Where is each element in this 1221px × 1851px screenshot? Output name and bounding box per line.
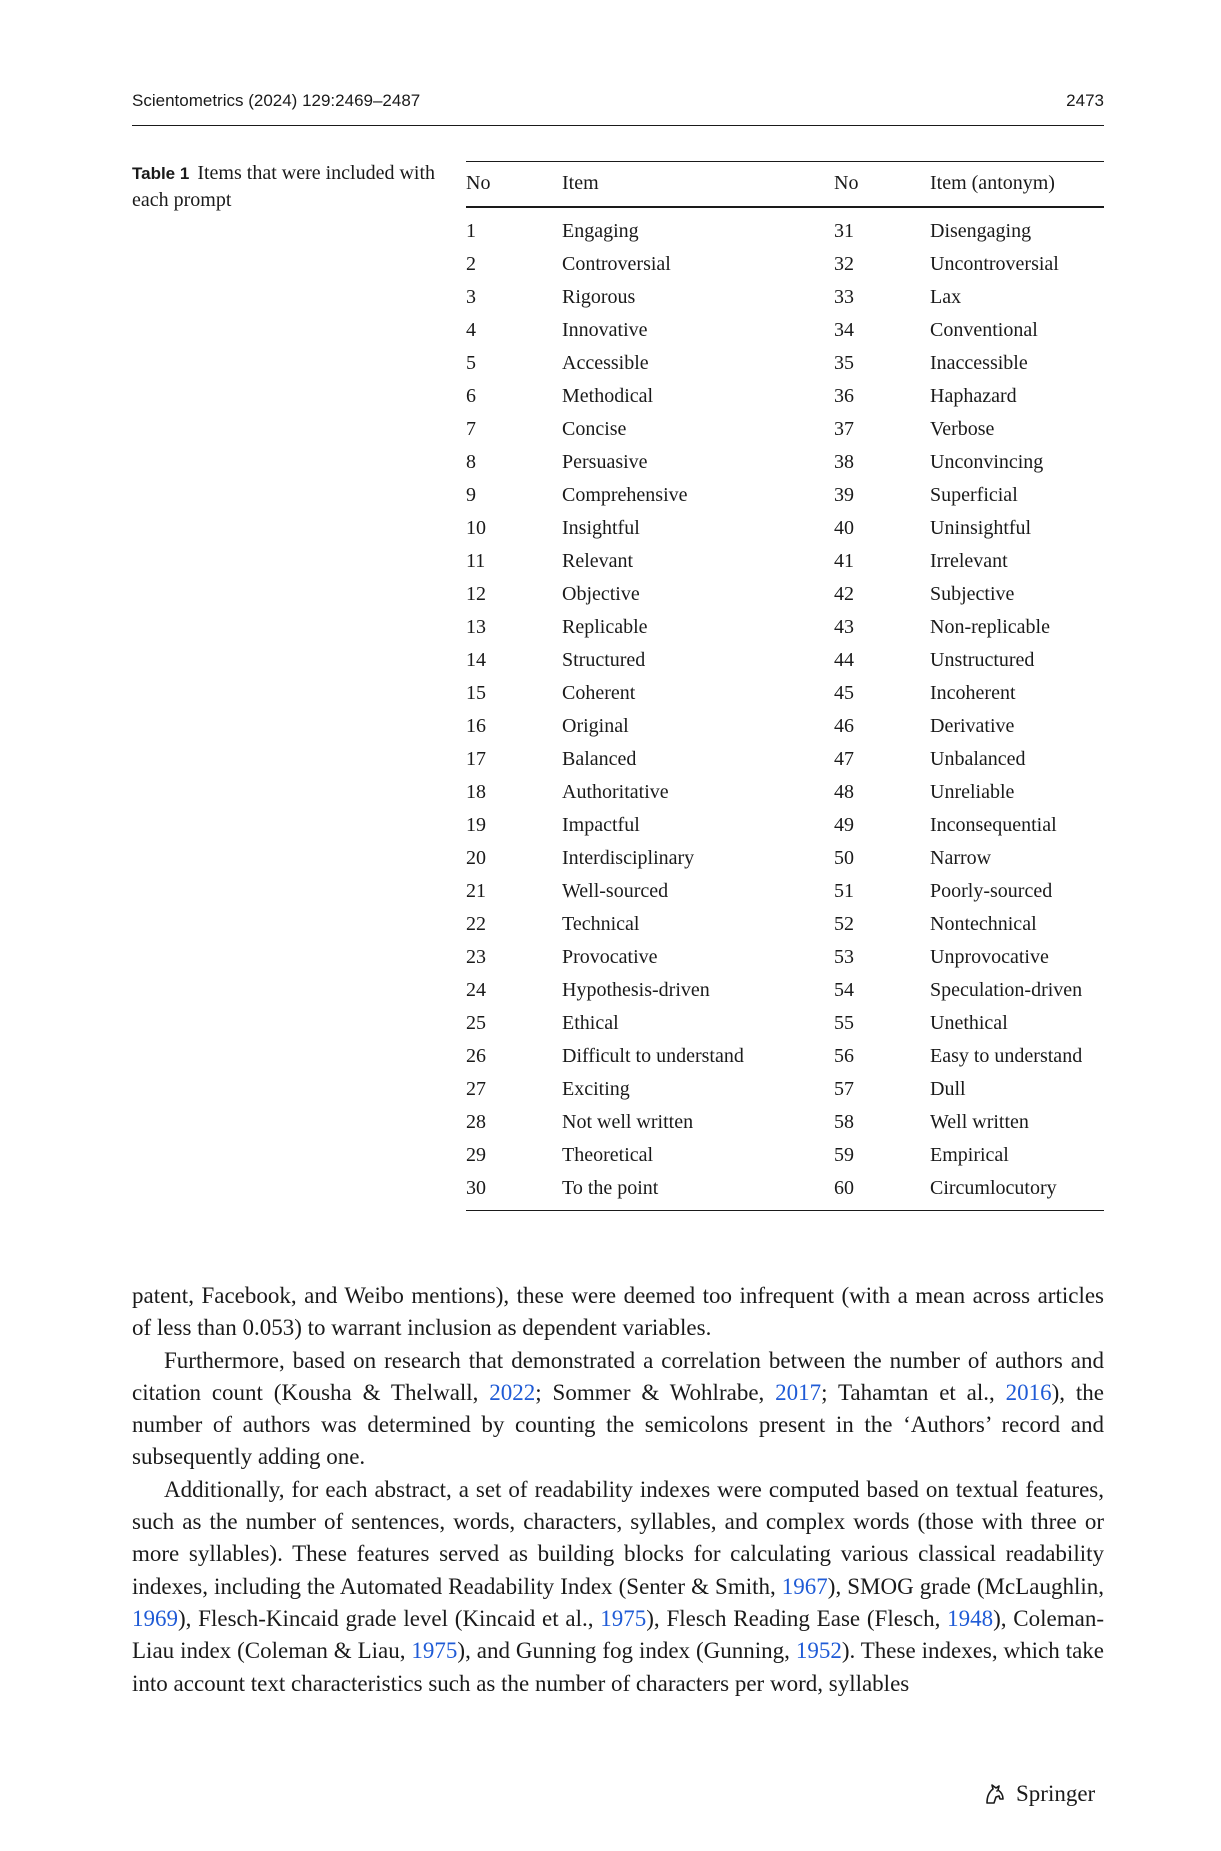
cell-no-antonym: 41	[834, 550, 854, 572]
table-caption	[132, 160, 442, 214]
cell-no: 13	[466, 616, 486, 638]
cell-no: 20	[466, 847, 486, 869]
cell-no-antonym: 47	[834, 748, 854, 770]
cell-item: Persuasive	[562, 451, 648, 473]
cell-item-antonym: Unbalanced	[930, 748, 1026, 770]
table-row	[466, 380, 1104, 413]
cell-item: Concise	[562, 418, 627, 440]
paragraph-3-text-7: ). These indexes, which take into account text characteristics such as the number of characters per word, syllables	[132, 1638, 1105, 1696]
cell-item-antonym: Circumlocutory	[930, 1177, 1057, 1199]
cell-item-antonym: Nontechnical	[930, 913, 1037, 935]
cell-item-antonym: Lax	[930, 286, 962, 308]
cell-no-antonym: 53	[834, 946, 854, 968]
paragraph-2-text-1: Furthermore, based on research that demonstrated a correlation between the number of authors and citation count (Kousha & Thelwall,	[132, 1347, 1104, 1405]
table-body	[466, 208, 1104, 1210]
citation-link-1948[interactable]: 1948	[947, 1605, 994, 1631]
cell-item-antonym: Inconsequential	[930, 814, 1057, 836]
paragraph-3-text-1: Additionally, for each abstract, a set of readability indexes were computed based on textual features, such as the number of sentences, words, characters, syllables, and complex words (those with three or more syllables). These features served as building blocks for calculating various classical readability indexes, including the Automated Readability Index (Senter & Smith,	[132, 1476, 1104, 1599]
cell-no-antonym: 32	[834, 253, 854, 275]
cell-item-antonym: Poorly-sourced	[930, 880, 1053, 902]
cell-item-antonym: Narrow	[930, 847, 992, 869]
table-row	[466, 1073, 1104, 1106]
paragraph-2	[132, 1345, 1104, 1474]
cell-no: 12	[466, 583, 486, 605]
citation-link-1952[interactable]: 1952	[795, 1638, 842, 1664]
table-row	[466, 545, 1104, 578]
cell-no: 19	[466, 814, 486, 836]
cell-item-antonym: Disengaging	[930, 220, 1032, 242]
cell-item-antonym: Unstructured	[930, 649, 1035, 671]
table-row	[466, 314, 1104, 347]
column-header-item-antonym: Item (antonym)	[930, 172, 1055, 194]
cell-item: Accessible	[562, 352, 649, 374]
cell-item: Technical	[562, 913, 640, 935]
cell-item-antonym: Incoherent	[930, 682, 1016, 704]
cell-no-antonym: 56	[834, 1045, 854, 1067]
cell-no: 11	[466, 550, 486, 572]
cell-no-antonym: 60	[834, 1177, 854, 1199]
cell-item-antonym: Uncontroversial	[930, 253, 1059, 275]
cell-item-antonym: Easy to understand	[930, 1045, 1083, 1067]
cell-item: Methodical	[562, 385, 654, 407]
cell-no: 27	[466, 1078, 486, 1100]
cell-item-antonym: Non-replicable	[930, 616, 1050, 638]
cell-item: Balanced	[562, 748, 637, 770]
cell-no: 9	[466, 484, 476, 506]
table-row	[466, 743, 1104, 776]
header-rule	[132, 125, 1104, 126]
table-header-row	[466, 162, 1104, 206]
cell-item: Controversial	[562, 253, 671, 275]
cell-no-antonym: 46	[834, 715, 854, 737]
table-row	[466, 974, 1104, 1007]
cell-item-antonym: Dull	[930, 1078, 966, 1100]
cell-no-antonym: 57	[834, 1078, 854, 1100]
cell-item: To the point	[562, 1177, 659, 1199]
items-table	[466, 161, 1104, 1211]
table-row	[466, 1139, 1104, 1172]
cell-no: 2	[466, 253, 476, 275]
cell-no-antonym: 52	[834, 913, 854, 935]
table-row	[466, 248, 1104, 281]
column-header-no-antonym: No	[834, 172, 859, 194]
cell-no: 23	[466, 946, 486, 968]
paragraph-3-text-5: ), Coleman-Liau index (Coleman & Liau,	[132, 1605, 1104, 1664]
cell-no-antonym: 43	[834, 616, 854, 638]
table-row	[466, 809, 1104, 842]
table-row	[466, 479, 1104, 512]
table-row	[466, 578, 1104, 611]
cell-no: 24	[466, 979, 486, 1001]
cell-no-antonym: 38	[834, 451, 854, 473]
paragraph-3	[132, 1474, 1104, 1700]
cell-no-antonym: 40	[834, 517, 854, 539]
cell-no-antonym: 45	[834, 682, 854, 704]
cell-no: 14	[466, 649, 486, 671]
cell-item: Interdisciplinary	[562, 847, 695, 869]
cell-no: 5	[466, 352, 476, 374]
publisher-name: Springer	[1016, 1781, 1096, 1806]
cell-no: 17	[466, 748, 486, 770]
cell-no: 15	[466, 682, 486, 704]
cell-item-antonym: Superficial	[930, 484, 1018, 506]
cell-no-antonym: 39	[834, 484, 854, 506]
cell-item: Coherent	[562, 682, 636, 704]
table-row	[466, 710, 1104, 743]
cell-no-antonym: 55	[834, 1012, 854, 1034]
citation-link-1969[interactable]: 1969	[132, 1605, 178, 1631]
paragraph-1: patent, Facebook, and Weibo mentions), these were deemed too infrequent (with a mean across articles of less than 0.053) to warrant inclusion as dependent variables.	[132, 1283, 1104, 1341]
table-row	[466, 776, 1104, 809]
column-header-no: No	[466, 172, 491, 194]
column-header-item: Item	[562, 172, 599, 194]
cell-no-antonym: 31	[834, 220, 854, 242]
table-row	[466, 512, 1104, 545]
cell-no: 25	[466, 1012, 486, 1034]
cell-item-antonym: Well written	[930, 1111, 1029, 1133]
table-label: Table 1	[132, 164, 190, 183]
cell-no: 1	[466, 220, 476, 242]
cell-item: Replicable	[562, 616, 648, 638]
cell-no: 6	[466, 385, 476, 407]
cell-item-antonym: Irrelevant	[930, 550, 1008, 572]
cell-item: Rigorous	[562, 286, 636, 308]
table-row	[466, 1172, 1104, 1205]
cell-no: 28	[466, 1111, 486, 1133]
cell-item-antonym: Haphazard	[930, 385, 1017, 407]
cell-no: 22	[466, 913, 486, 935]
cell-no-antonym: 49	[834, 814, 854, 836]
springer-horse-icon	[982, 1781, 1008, 1807]
cell-item: Insightful	[562, 517, 640, 539]
cell-item: Relevant	[562, 550, 634, 572]
citation-link-2022[interactable]: 2022	[489, 1379, 536, 1405]
cell-no-antonym: 35	[834, 352, 854, 374]
table-bottom-rule	[466, 1210, 1104, 1211]
cell-item: Objective	[562, 583, 640, 605]
cell-item-antonym: Unreliable	[930, 781, 1015, 803]
running-head	[132, 91, 1104, 111]
table-row	[466, 1007, 1104, 1040]
cell-no: 29	[466, 1144, 486, 1166]
cell-item: Difficult to understand	[562, 1045, 744, 1067]
cell-no: 4	[466, 319, 476, 341]
table-row	[466, 875, 1104, 908]
cell-no: 26	[466, 1045, 486, 1067]
cell-no-antonym: 50	[834, 847, 854, 869]
cell-item: Hypothesis-driven	[562, 979, 710, 1001]
cell-item: Engaging	[562, 220, 639, 242]
cell-item-antonym: Unprovocative	[930, 946, 1049, 968]
cell-no-antonym: 59	[834, 1144, 854, 1166]
cell-no-antonym: 44	[834, 649, 854, 671]
table-row	[466, 677, 1104, 710]
citation-link-1967[interactable]: 1967	[781, 1573, 828, 1599]
cell-item: Theoretical	[562, 1144, 654, 1166]
table-row	[466, 413, 1104, 446]
table-row	[466, 842, 1104, 875]
cell-no-antonym: 51	[834, 880, 854, 902]
cell-no: 21	[466, 880, 486, 902]
table-row	[466, 1106, 1104, 1139]
cell-no-antonym: 33	[834, 286, 854, 308]
cell-no-antonym: 37	[834, 418, 854, 440]
cell-no: 16	[466, 715, 486, 737]
cell-item-antonym: Uninsightful	[930, 517, 1032, 539]
table-row	[466, 644, 1104, 677]
cell-no-antonym: 48	[834, 781, 854, 803]
table-row	[466, 941, 1104, 974]
cell-item-antonym: Unethical	[930, 1012, 1008, 1034]
cell-no-antonym: 58	[834, 1111, 854, 1133]
cell-no: 3	[466, 286, 476, 308]
cell-no: 10	[466, 517, 486, 539]
journal-citation: Scientometrics (2024) 129:2469–2487	[132, 91, 421, 110]
cell-no: 30	[466, 1177, 486, 1199]
cell-item: Comprehensive	[562, 484, 688, 506]
cell-no: 18	[466, 781, 486, 803]
cell-no: 7	[466, 418, 476, 440]
publisher-footer	[982, 1781, 1095, 1807]
cell-item: Ethical	[562, 1012, 619, 1034]
cell-no-antonym: 42	[834, 583, 854, 605]
table-row	[466, 347, 1104, 380]
page-number: 2473	[1066, 91, 1104, 110]
table-row	[466, 281, 1104, 314]
paragraph-2-text-2: ; Sommer & Wohlrabe,	[535, 1379, 776, 1405]
cell-item: Innovative	[562, 319, 648, 341]
cell-no-antonym: 54	[834, 979, 854, 1001]
cell-item: Provocative	[562, 946, 658, 968]
table-row	[466, 1040, 1104, 1073]
citation-link-1975-kincaid[interactable]: 1975	[600, 1605, 647, 1631]
cell-no: 8	[466, 451, 476, 473]
cell-item: Exciting	[562, 1078, 630, 1100]
paragraph-3-text-2: ), SMOG grade (McLaughlin,	[827, 1573, 1105, 1599]
paragraph-2-text-3: ; Tahamtan et al.,	[821, 1379, 1006, 1405]
paragraph-3-text-3: ), Flesch-Kincaid grade level (Kincaid et al.,	[178, 1605, 601, 1631]
citation-link-2016[interactable]: 2016	[1005, 1379, 1052, 1405]
paragraph-3-text-6: ), and Gunning fog index (Gunning,	[457, 1638, 796, 1664]
cell-item-antonym: Inaccessible	[930, 352, 1028, 374]
paragraph-2-text-4: ), the number of authors was determined by counting the semicolons present in the ‘Authors’ record and subsequently adding one.	[132, 1379, 1104, 1470]
citation-link-2017[interactable]: 2017	[775, 1379, 822, 1405]
cell-item-antonym: Unconvincing	[930, 451, 1044, 473]
table-row	[466, 908, 1104, 941]
cell-item-antonym: Conventional	[930, 319, 1038, 341]
table-row	[466, 611, 1104, 644]
cell-item-antonym: Verbose	[930, 418, 995, 440]
body-text	[132, 1280, 1104, 1700]
cell-item: Structured	[562, 649, 646, 671]
table-row	[466, 446, 1104, 479]
cell-no-antonym: 34	[834, 319, 854, 341]
cell-item: Impactful	[562, 814, 640, 836]
cell-item: Not well written	[562, 1111, 694, 1133]
cell-item: Authoritative	[562, 781, 669, 803]
citation-link-1975-coleman[interactable]: 1975	[411, 1638, 458, 1664]
table-caption-text: Items that were included with each prompt	[132, 162, 436, 211]
cell-item: Original	[562, 715, 629, 737]
cell-item-antonym: Speculation-driven	[930, 979, 1083, 1001]
cell-no-antonym: 36	[834, 385, 854, 407]
cell-item-antonym: Subjective	[930, 583, 1015, 605]
table-row	[466, 215, 1104, 248]
cell-item-antonym: Empirical	[930, 1144, 1009, 1166]
paragraph-3-text-4: ), Flesch Reading Ease (Flesch,	[646, 1605, 948, 1631]
cell-item-antonym: Derivative	[930, 715, 1015, 737]
cell-item: Well-sourced	[562, 880, 669, 902]
